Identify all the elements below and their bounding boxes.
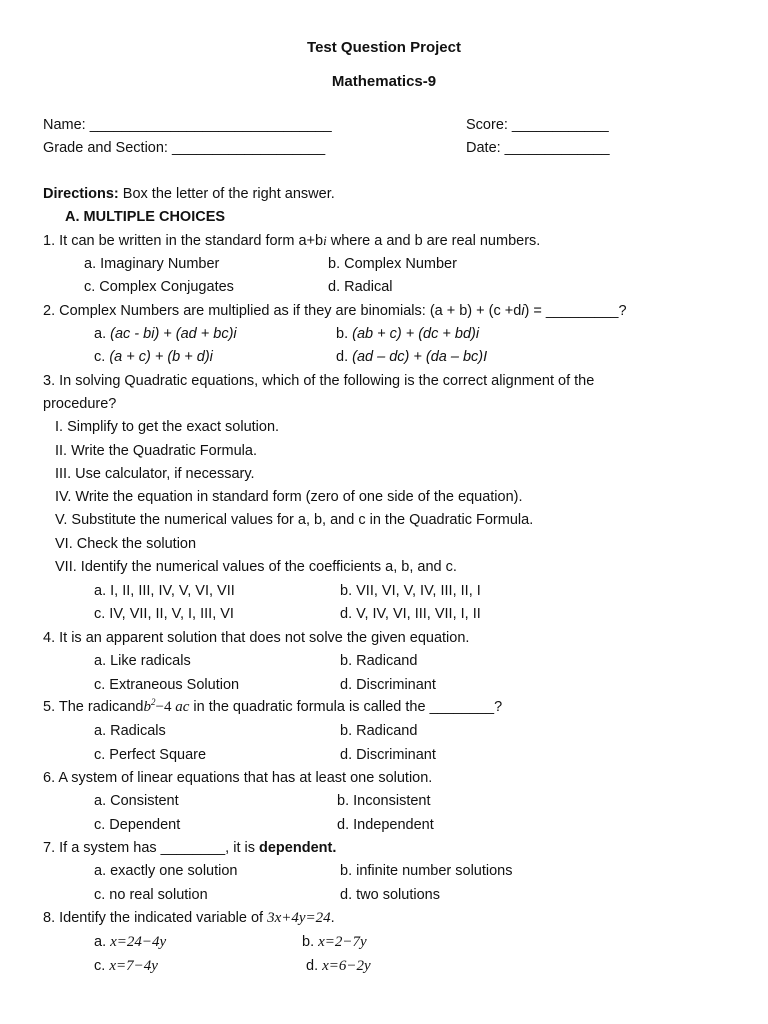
q6-option-b: b. Inconsistent	[337, 793, 431, 809]
q5-option-b: b. Radicand	[340, 723, 418, 739]
question-5	[43, 698, 502, 716]
question-7	[43, 839, 336, 857]
q2-option-b	[336, 325, 479, 343]
page-title: Test Question Project	[307, 39, 461, 56]
date-field: Date: _____________	[466, 140, 610, 156]
q6-option-a: a. Consistent	[94, 793, 179, 809]
q5-var-b: b	[143, 699, 151, 715]
q8-option-d-expr: x=6−2y	[322, 958, 371, 974]
q8-option-a-expr: x=24−4y	[110, 934, 167, 950]
q2-option-b-expr: (ab + c) + (dc + bd)i	[352, 326, 480, 342]
q2-imaginary-unit: i	[521, 303, 525, 319]
q2-option-a	[94, 325, 237, 343]
name-field: Name: ______________________________	[43, 117, 332, 133]
q2-option-c	[94, 348, 213, 366]
q2-option-d-label: d.	[336, 349, 353, 365]
q7-text-bold: dependent.	[259, 840, 337, 856]
q3-option-c: c. IV, VII, II, V, I, III, VI	[94, 606, 234, 622]
q4-option-b: b. Radicand	[340, 653, 418, 669]
q3-step-3: III. Use calculator, if necessary.	[55, 466, 255, 482]
q5-text-pre: 5. The radicand	[43, 699, 144, 715]
page-subtitle: Mathematics-9	[331, 73, 437, 90]
q4-option-a: a. Like radicals	[94, 653, 191, 669]
q1-text-pre: 1. It can be written in the standard form a+b	[43, 233, 324, 249]
q2-text-pre: 2. Complex Numbers are multiplied as if they are binomials: (a + b) + (c +d	[43, 303, 522, 319]
q2-option-b-label: b.	[336, 326, 353, 342]
question-1	[43, 232, 540, 250]
q3-step-1: I. Simplify to get the exact solution.	[55, 419, 280, 435]
q8-text-pre: 8. Identify the indicated variable of	[43, 910, 268, 926]
question-3-line-1: 3. In solving Quadratic equations, which of the following is the correct alignment of the	[43, 373, 595, 389]
q2-option-c-expr: (a + c) + (b + d)i	[109, 349, 213, 365]
question-6: 6. A system of linear equations that has at least one solution.	[43, 770, 433, 786]
q4-option-d: d. Discriminant	[340, 677, 436, 693]
directions-text: Box the letter of the right answer.	[118, 186, 335, 202]
q2-option-c-label: c.	[94, 349, 110, 365]
q3-option-b: b. VII, VI, V, IV, III, II, I	[340, 583, 481, 599]
q8-option-b-expr: x=2−7y	[318, 934, 367, 950]
score-field: Score: ____________	[466, 117, 609, 133]
question-4: 4. It is an apparent solution that does not solve the given equation.	[43, 630, 470, 646]
q2-option-d	[336, 348, 487, 366]
q7-option-c: c. no real solution	[94, 887, 208, 903]
q6-option-d: d. Independent	[337, 817, 434, 833]
question-3-line-2: procedure?	[43, 396, 117, 412]
q7-text-pre: 7. If a system has ________, it is	[43, 840, 260, 856]
q8-text-post: .	[330, 910, 335, 926]
q5-var-ac: ac	[175, 699, 190, 715]
q3-step-6: VI. Check the solution	[55, 536, 197, 552]
q2-option-d-expr: (ad – dc) + (da – bc)I	[352, 349, 488, 365]
q3-step-5: V. Substitute the numerical values for a, b, and c in the Quadratic Formula.	[55, 512, 534, 528]
q3-option-d: d. V, IV, VI, III, VII, I, II	[340, 606, 481, 622]
q7-option-d: d. two solutions	[340, 887, 440, 903]
q1-option-b: b. Complex Number	[328, 256, 457, 272]
directions-label: Directions:	[43, 186, 119, 202]
q7-option-b: b. infinite number solutions	[340, 863, 513, 879]
q4-option-c: c. Extraneous Solution	[94, 677, 240, 693]
grade-section-field: Grade and Section: ___________________	[43, 140, 326, 156]
q8-option-a-label: a.	[94, 934, 111, 950]
q3-step-7: VII. Identify the numerical values of the coefficients a, b, and c.	[55, 559, 457, 575]
q2-text-post: ) = _________?	[524, 303, 627, 319]
q8-option-d-label: d.	[306, 958, 323, 974]
q5-exponent: 2	[151, 697, 156, 707]
directions	[43, 185, 335, 203]
q3-step-4: IV. Write the equation in standard form (zero of one side of the equation).	[55, 489, 523, 505]
q8-equation: 3x+4y=24	[267, 910, 331, 926]
q8-option-b	[302, 933, 367, 951]
q5-option-a: a. Radicals	[94, 723, 166, 739]
q5-option-d: d. Discriminant	[340, 747, 436, 763]
q5-text-post: in the quadratic formula is called the ________?	[189, 699, 503, 715]
q1-imaginary-unit: i	[323, 233, 327, 248]
q1-text-post: where a and b are real numbers.	[326, 233, 541, 249]
question-8	[43, 909, 335, 927]
question-2	[43, 302, 627, 320]
q5-minus-four: −4	[155, 699, 176, 715]
q1-option-a: a. Imaginary Number	[84, 256, 220, 272]
q5-option-c: c. Perfect Square	[94, 747, 207, 763]
q2-option-a-expr: (ac - bi) + (ad + bc)i	[110, 326, 237, 342]
q7-option-a: a. exactly one solution	[94, 863, 238, 879]
q8-option-c	[94, 957, 158, 975]
q8-option-c-expr: x=7−4y	[109, 958, 158, 974]
q1-option-d: d. Radical	[328, 279, 393, 295]
q8-option-c-label: c.	[94, 958, 110, 974]
q8-option-b-label: b.	[302, 934, 319, 950]
q1-option-c: c. Complex Conjugates	[84, 279, 234, 295]
q3-step-2: II. Write the Quadratic Formula.	[55, 443, 257, 459]
q2-option-a-label: a.	[94, 326, 111, 342]
q8-option-a	[94, 933, 166, 951]
q6-option-c: c. Dependent	[94, 817, 181, 833]
q8-option-d	[306, 957, 371, 975]
section-heading: A. MULTIPLE CHOICES	[65, 209, 226, 225]
q3-option-a: a. I, II, III, IV, V, VI, VII	[94, 583, 235, 599]
